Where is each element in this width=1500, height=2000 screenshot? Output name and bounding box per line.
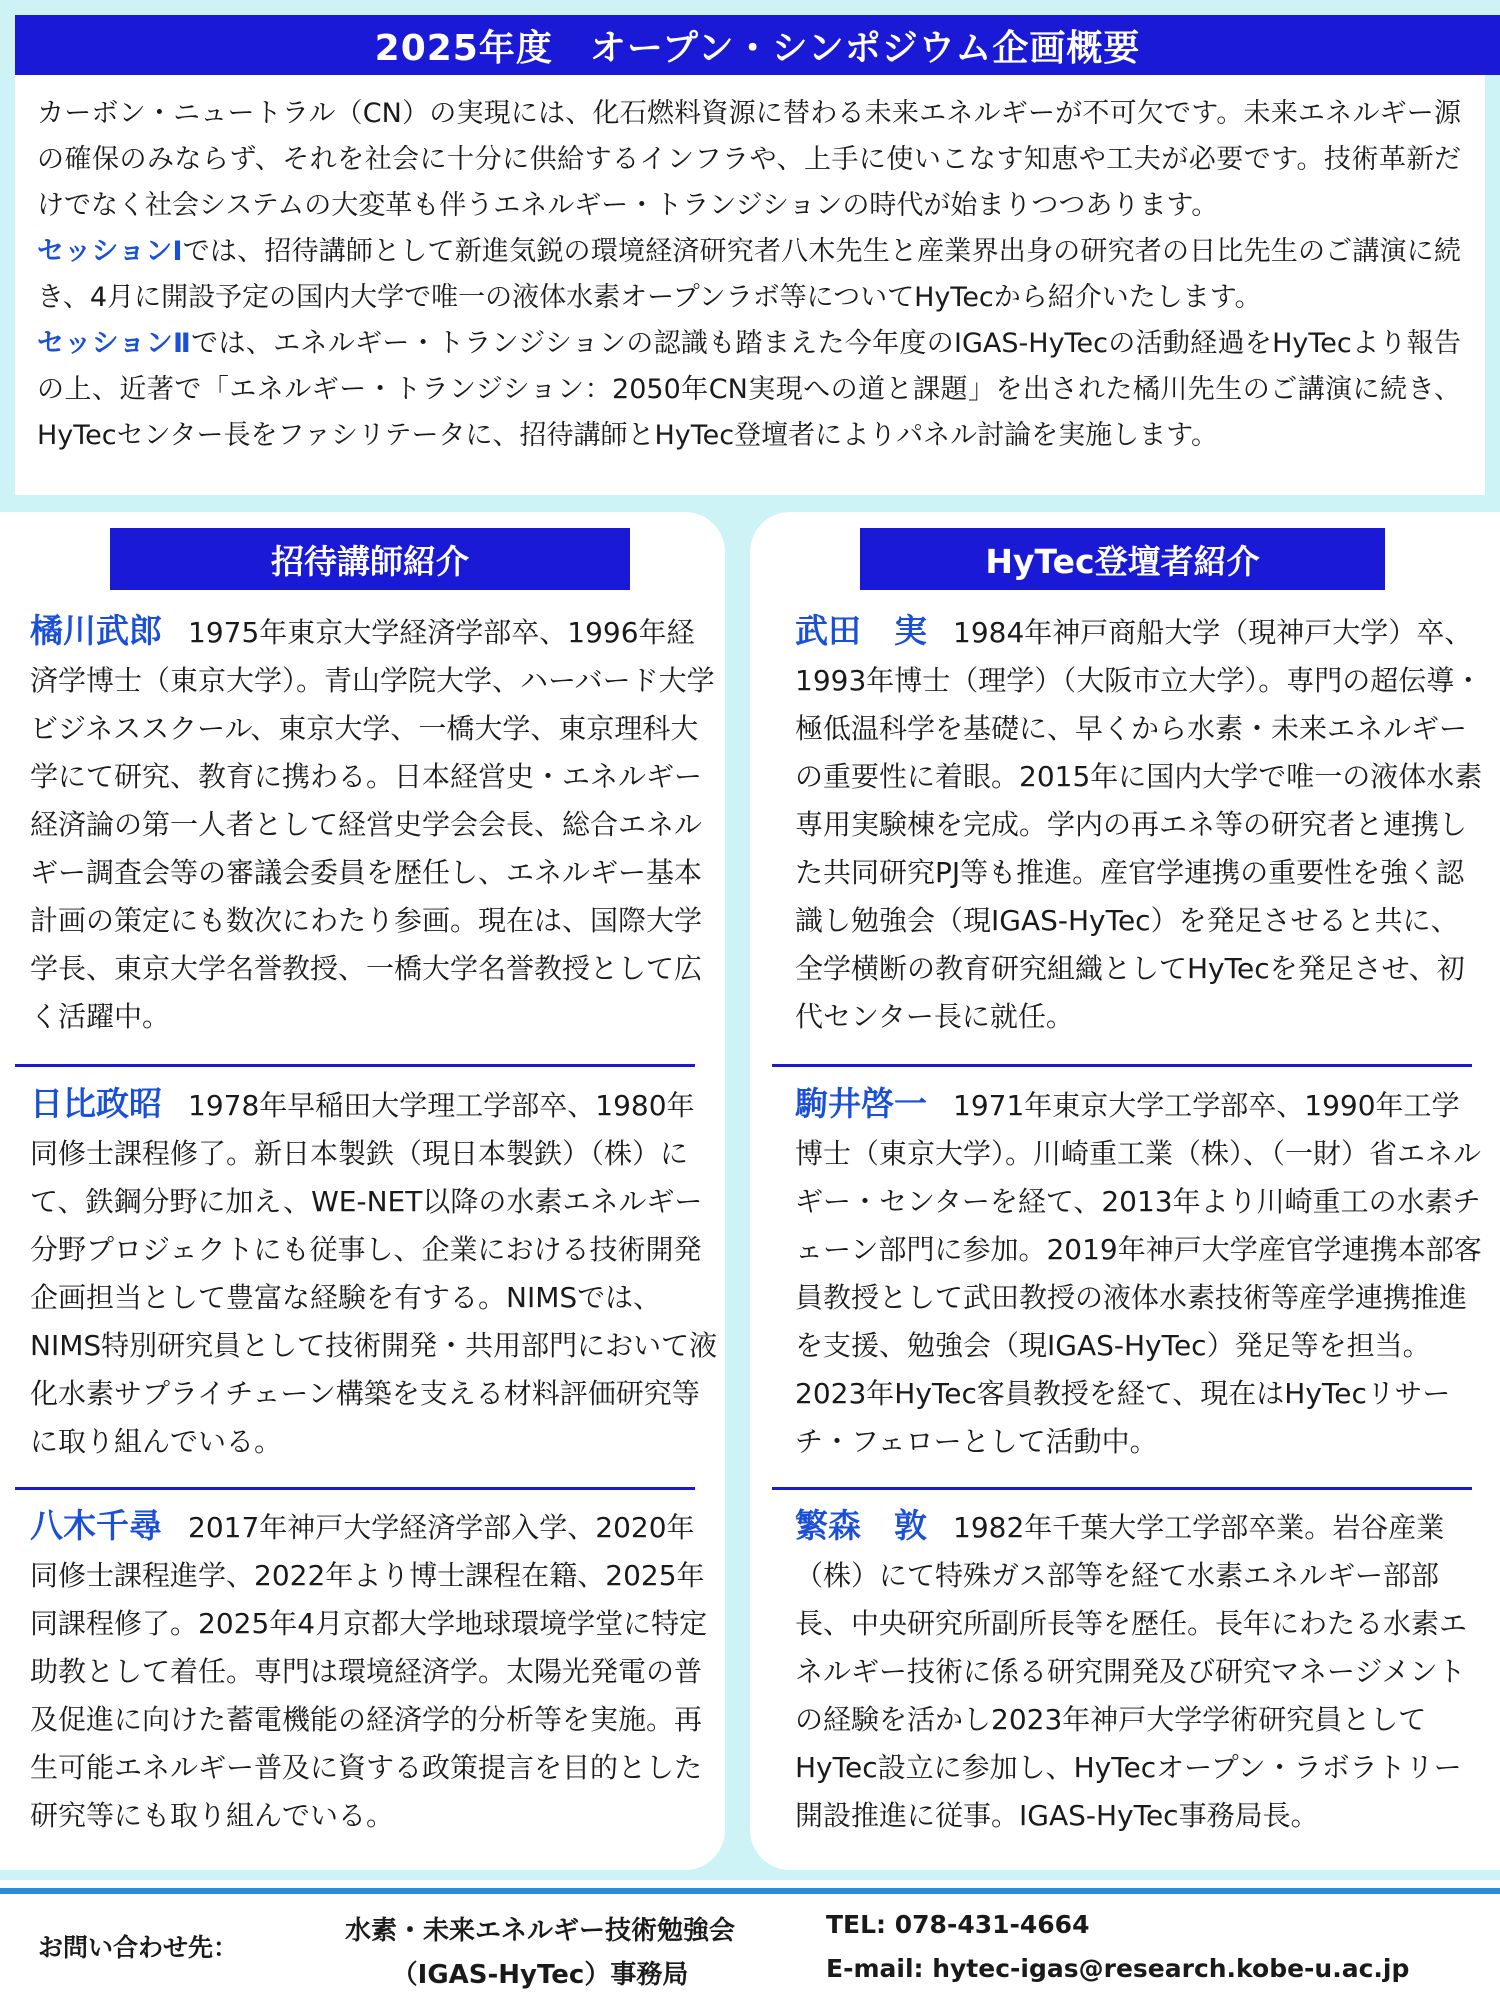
divider: [15, 1487, 695, 1490]
speaker-name: 橘川武郎: [30, 611, 162, 650]
divider: [772, 1487, 1472, 1490]
speaker-description: 1975年東京大学経済学部卒、1996年経済学博士（東京大学）。青山学院大学、ハーバード大学ビジネススクール、東京大学、一橋大学、東京理科大学にて研究、教育に携わる。日本経営史・エネルギー経済論の第一人者として経営史学会会長、総合エネルギー調査会等の審議会委員を歴任し、エネルギー基本計画の策定にも数次にわたり参画。現在は、国際大学学長、東京大学名誉教授、一橋大学名誉教授として広く活躍中。: [30, 616, 715, 1033]
speaker-bio: [30, 607, 720, 1041]
hytec-speakers-panel: [750, 512, 1500, 1870]
speaker-bio: [795, 1502, 1485, 1840]
session-2-label: セッションⅡ: [37, 328, 192, 359]
speaker-name: 駒井啓一: [795, 1084, 927, 1123]
session-1-text: では、招待講師として新進気鋭の環境経済研究者八木先生と産業界出身の研究者の日比先生のご講演に続き、4月に開設予定の国内大学で唯一の液体水素オープンラボ等についてHyTecから紹介いたします。: [37, 236, 1461, 313]
speaker-name: 日比政昭: [30, 1084, 162, 1123]
speaker-bio: [795, 1080, 1485, 1466]
session-1-label: セッションⅠ: [37, 236, 183, 267]
speaker-description: 1982年千葉大学工学部卒業。岩谷産業（株）にて特殊ガス部等を経て水素エネルギー部部長、中央研究所副所長等を歴任。長年にわたる水素エネルギー技術に係る研究開発及び研究マネージメントの経験を活かし2023年神戸大学学術研究員としてHyTec設立に参加し、HyTecオープン・ラボラトリー開設推進に従事。IGAS-HyTec事務局長。: [795, 1511, 1468, 1832]
contact-footer: [0, 1880, 1500, 2000]
contact-phone: TEL: 078-431-4664: [826, 1910, 1090, 1939]
speaker-name: 繁森 敦: [795, 1506, 927, 1545]
invited-speakers-header: 招待講師紹介: [110, 528, 630, 590]
divider: [772, 1064, 1472, 1067]
session-2-text: では、エネルギー・トランジションの認識も踏まえた今年度のIGAS-HyTecの活動経過をHyTecより報告の上、近著で「エネルギー・トランジション：2050年CN実現への道と課題」を出された橘川先生のご講演に続き、HyTecセンター長をファシリテータに、招待講師とHyTec登壇者によりパネル討論を実施します。: [37, 328, 1461, 451]
contact-label: お問い合わせ先：: [38, 1933, 239, 1962]
speaker-bio: [795, 607, 1485, 1041]
page-title: 2025年度 オープン・シンポジウム企画概要: [15, 15, 1500, 75]
organization-name: 水素・未来エネルギー技術勉強会: [344, 1916, 735, 1946]
intro-text: [37, 91, 1461, 459]
speaker-description: 1984年神戸商船大学（現神戸大学）卒、1993年博士（理学）（大阪市立大学）。専門の超伝導・極低温科学を基礎に、早くから水素・未来エネルギーの重要性に着眼。2015年に国内大学で唯一の液体水素専用実験棟を完成。学内の再エネ等の研究者と連携した共同研究PJ等も推進。産官学連携の重要性を強く認識し勉強会（現IGAS-HyTec）を発足させると共に、全学横断の教育研究組織としてHyTecを発足させ、初代センター長に就任。: [795, 616, 1483, 1033]
intro-section: [15, 75, 1485, 495]
contact-email[interactable]: E-mail: hytec-igas@research.kobe-u.ac.jp: [826, 1954, 1410, 1983]
speaker-name: 武田 実: [795, 611, 927, 650]
speaker-bio: [30, 1080, 720, 1466]
divider: [15, 1064, 695, 1067]
intro-paragraph: カーボン・ニュートラル（CN）の実現には、化石燃料資源に替わる未来エネルギーが不可欠です。未来エネルギー源の確保のみならず、それを社会に十分に供給するインフラや、上手に使いこなす知恵や工夫が必要です。技術革新だけでなく社会システムの大変革も伴うエネルギー・トランジションの時代が始まりつつあります。: [37, 98, 1461, 221]
speaker-bio: [30, 1502, 720, 1840]
footer-divider: [0, 1888, 1500, 1894]
hytec-speakers-header: HyTec登壇者紹介: [860, 528, 1385, 590]
speaker-description: 1978年早稲田大学理工学部卒、1980年同修士課程修了。新日本製鉄（現日本製鉄）（株）にて、鉄鋼分野に加え、WE-NET以降の水素エネルギー分野プロジェクトにも従事し、企業における技術開発企画担当として豊富な経験を有する。NIMSでは、NIMS特別研究員として技術開発・共用部門において液化水素サプライチェーン構築を支える材料評価研究等に取り組んでいる。: [30, 1089, 718, 1458]
speaker-description: 2017年神戸大学経済学部入学、2020年同修士課程進学、2022年より博士課程在籍、2025年同課程修了。2025年4月京都大学地球環境学堂に特定助教として着任。専門は環境経済学。太陽光発電の普及促進に向けた蓄電機能の経済学的分析等を実施。再生可能エネルギー普及に資する政策提言を目的とした研究等にも取り組んでいる。: [30, 1511, 708, 1832]
speaker-description: 1971年東京大学工学部卒、1990年工学博士（東京大学）。川崎重工業（株）、（一財）省エネルギー・センターを経て、2013年より川崎重工の水素チェーン部門に参加。2019年神戸大学産官学連携本部客員教授として武田教授の液体水素技術等産学連携推進を支援、勉強会（現IGAS-HyTec）発足等を担当。2023年HyTec客員教授を経て、現在はHyTecリサーチ・フェローとして活動中。: [795, 1089, 1482, 1458]
speaker-name: 八木千尋: [30, 1506, 162, 1545]
invited-speakers-panel: [0, 512, 725, 1870]
organization-office: （IGAS-HyTec）事務局: [391, 1960, 689, 1990]
